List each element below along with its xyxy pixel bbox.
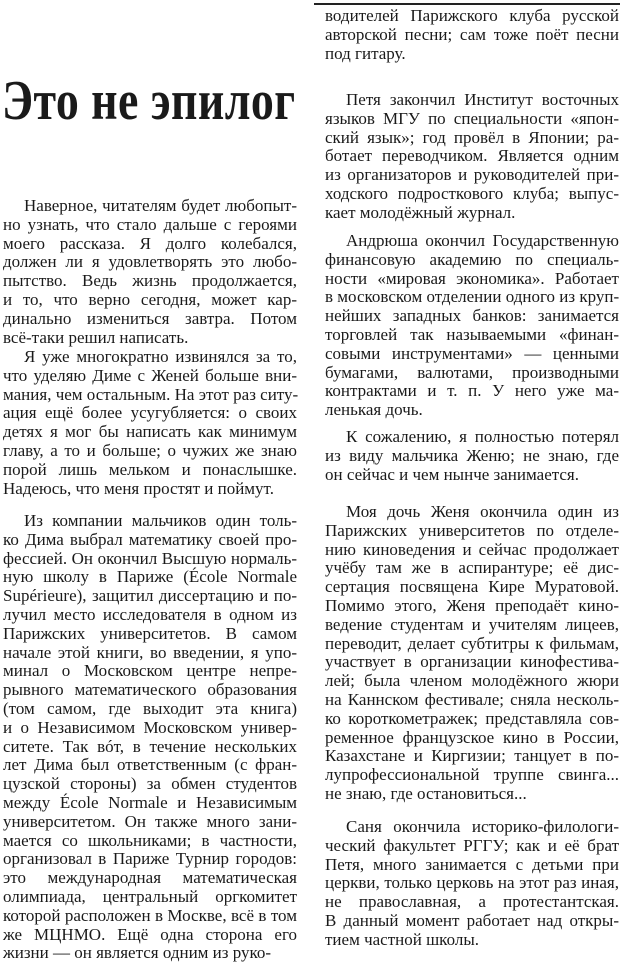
- text-line: ведение студентам и учителям лицеев,: [325, 614, 619, 634]
- text-line: учёбу там же в аспирантуре; её дис-: [325, 558, 619, 578]
- text-line: он сейчас и чем нынче занимается.: [325, 464, 579, 484]
- text-line: Петя, много занимается с детьми при: [325, 854, 619, 874]
- paragraph: [325, 91, 619, 223]
- text-line: олимпиада, центральный оргкомитет: [3, 886, 297, 906]
- text-line: организовал в Париже Турнир городов:: [3, 849, 297, 869]
- text-line: бумагами, валютами, производными: [325, 362, 619, 382]
- text-line: детях я мог бы написать как минимум: [3, 422, 297, 442]
- text-line: лет Дима был ответственным (с фран-: [3, 755, 297, 775]
- text-line: переводит, делает субтитры к фильмам,: [325, 633, 619, 653]
- top-rule: [314, 3, 620, 5]
- text-line: главу, а то и больше; о чужих же знаю: [3, 440, 297, 460]
- text-line: совыми инструментами» — ценными: [325, 343, 619, 363]
- text-line: минал о Московском центре непре-: [3, 661, 297, 681]
- text-line: на Каннском фестивале; сняла несколь-: [325, 689, 619, 709]
- text-line: из организаторов и руководителей при-: [325, 165, 619, 185]
- text-line: участвует в организации кинофестива-: [325, 652, 619, 672]
- text-line: лучил место исследователя в одном из: [3, 604, 297, 624]
- text-line: университетом. Он также много зани-: [3, 811, 297, 831]
- text-line: Supérieure), защитил диссертацию и по-: [3, 586, 297, 606]
- paragraph: [3, 197, 297, 347]
- text-line: языков МГУ по специальности «япон-: [325, 108, 619, 128]
- text-line: авторской песни; сам тоже поёт песни: [325, 24, 619, 44]
- text-line: ситете. Так вóт, в течение нескольких: [3, 736, 297, 756]
- text-line: ация ещё более усугубляется: о своих: [3, 403, 297, 423]
- text-line: сертация посвящена Кире Муратовой.: [325, 577, 619, 597]
- text-line: Наверное, читателям будет любопыт-: [24, 196, 297, 215]
- text-line: мания, чем остальным. На этот раз ситу-: [3, 384, 299, 404]
- text-line: нию киноведения и сейчас продолжает: [325, 539, 619, 559]
- text-line: Помимо этого, Женя преподаёт кино-: [325, 595, 619, 615]
- text-line: Петя закончил Институт восточных: [346, 90, 619, 109]
- text-line: под гитару.: [325, 43, 406, 63]
- text-line: В данный момент работает над откры-: [325, 910, 619, 930]
- text-line: церкви, только церковь на этот раз иная,: [325, 873, 619, 893]
- text-line: ности «мировая экономика». Работает: [325, 268, 619, 288]
- text-line: же МЦНМО. Ещё одна сторона его: [3, 924, 297, 944]
- paragraph: [325, 7, 619, 63]
- text-line: Парижских университетов. В самом: [3, 623, 297, 643]
- text-line: ную школу в Париже (École Normale: [3, 567, 297, 587]
- text-line: Парижских университетов по отделе-: [325, 520, 619, 540]
- text-line: Из компании мальчиков один толь-: [24, 511, 297, 530]
- text-line: лупрофессиональной труппе свинга...: [325, 765, 619, 785]
- text-line: ский язык»; год провёл в Японии; ра-: [325, 127, 619, 147]
- text-line: и о Независимом Московском универ-: [3, 717, 297, 737]
- text-line: Моя дочь Женя окончила один из: [346, 502, 619, 521]
- text-line: Надеюсь, что меня простят и поймут.: [3, 478, 274, 498]
- text-line: жизни — он является одним из руко-: [3, 943, 272, 963]
- text-line: должен ли я удовлетворять это любо-: [3, 252, 297, 272]
- text-line: Я уже многократно извинялся за то,: [24, 347, 297, 366]
- paragraph: [325, 503, 619, 804]
- text-line: моего рассказа. Я долго колебался,: [3, 233, 297, 253]
- text-line: контрактами и т. п. У него уже ма-: [325, 381, 619, 401]
- text-line: ботает переводчиком. Является одним: [325, 146, 619, 166]
- text-line: фессией. Он окончил Высшую нормаль-: [3, 548, 297, 568]
- chapter-title: Это не эпилог: [2, 70, 296, 132]
- text-line: ленькая дочь.: [325, 400, 423, 420]
- text-line: финансовую академию по специаль-: [325, 249, 619, 269]
- paragraph: [3, 348, 297, 498]
- text-line: из виду мальчика Женю; не знаю, где: [325, 445, 619, 465]
- text-line: динально измениться завтра. Потом: [3, 308, 297, 328]
- paragraph: [325, 818, 619, 950]
- text-line: ко короткометражек; представляла сов-: [325, 708, 619, 728]
- text-line: кает молодёжный журнал.: [325, 202, 516, 222]
- text-line: мается со школьниками; в частности,: [3, 830, 297, 850]
- text-line: это международная математическая: [3, 868, 297, 888]
- text-line: ходского подросткового клуба; выпус-: [325, 183, 619, 203]
- text-line: нейших западных банков: занимается: [325, 306, 619, 326]
- text-line: К сожалению, я полностью потерял: [346, 427, 619, 446]
- text-line: в московском отделении одного из круп-: [325, 287, 620, 307]
- text-line: ко Дима выбрал математику своей про-: [3, 529, 297, 549]
- text-line: между École Normale и Независимым: [3, 792, 297, 812]
- text-line: тием частной школы.: [325, 929, 480, 949]
- text-line: лей; была членом молодёжного жюри: [325, 671, 619, 691]
- text-line: не православная, а протестантская.: [325, 892, 619, 912]
- text-line: рывного математического образования: [3, 680, 297, 700]
- text-line: которой расположен в Москве, всё в том: [3, 905, 297, 925]
- text-line: Казахстане и Киргизии; танцует в по-: [325, 746, 619, 766]
- text-line: но узнать, что стало дальше с героями: [3, 214, 297, 234]
- text-line: торговлей так называемыми «финан-: [325, 324, 619, 344]
- text-line: не знаю, где остановиться...: [325, 783, 527, 803]
- text-line: что уделяю Диме с Женей больше вни-: [3, 365, 297, 385]
- text-line: начале этой книги, во введении, я упо-: [3, 642, 297, 662]
- text-line: порой лишь мельком и понаслышке.: [3, 459, 297, 479]
- text-line: и то, что верно сегодня, может кар-: [3, 289, 297, 309]
- text-line: водителей Парижского клуба русской: [325, 6, 619, 25]
- paragraph: [325, 428, 619, 484]
- paragraph: [3, 512, 297, 963]
- text-line: ческий факультет РГГУ; как и её брат: [325, 835, 619, 855]
- text-line: цузской стороны) за обмен студентов: [3, 774, 297, 794]
- text-line: пытство. Ведь жизнь продолжается,: [3, 271, 297, 291]
- text-line: (том самом, где выходит эта книга): [3, 698, 297, 718]
- paragraph: [325, 232, 619, 420]
- text-line: Андрюша окончил Государственную: [346, 231, 619, 250]
- text-line: Саня окончила историко-филологи-: [346, 817, 619, 836]
- text-line: ременное французское кино в России,: [325, 727, 619, 747]
- text-line: всё-таки решил написать.: [3, 327, 189, 347]
